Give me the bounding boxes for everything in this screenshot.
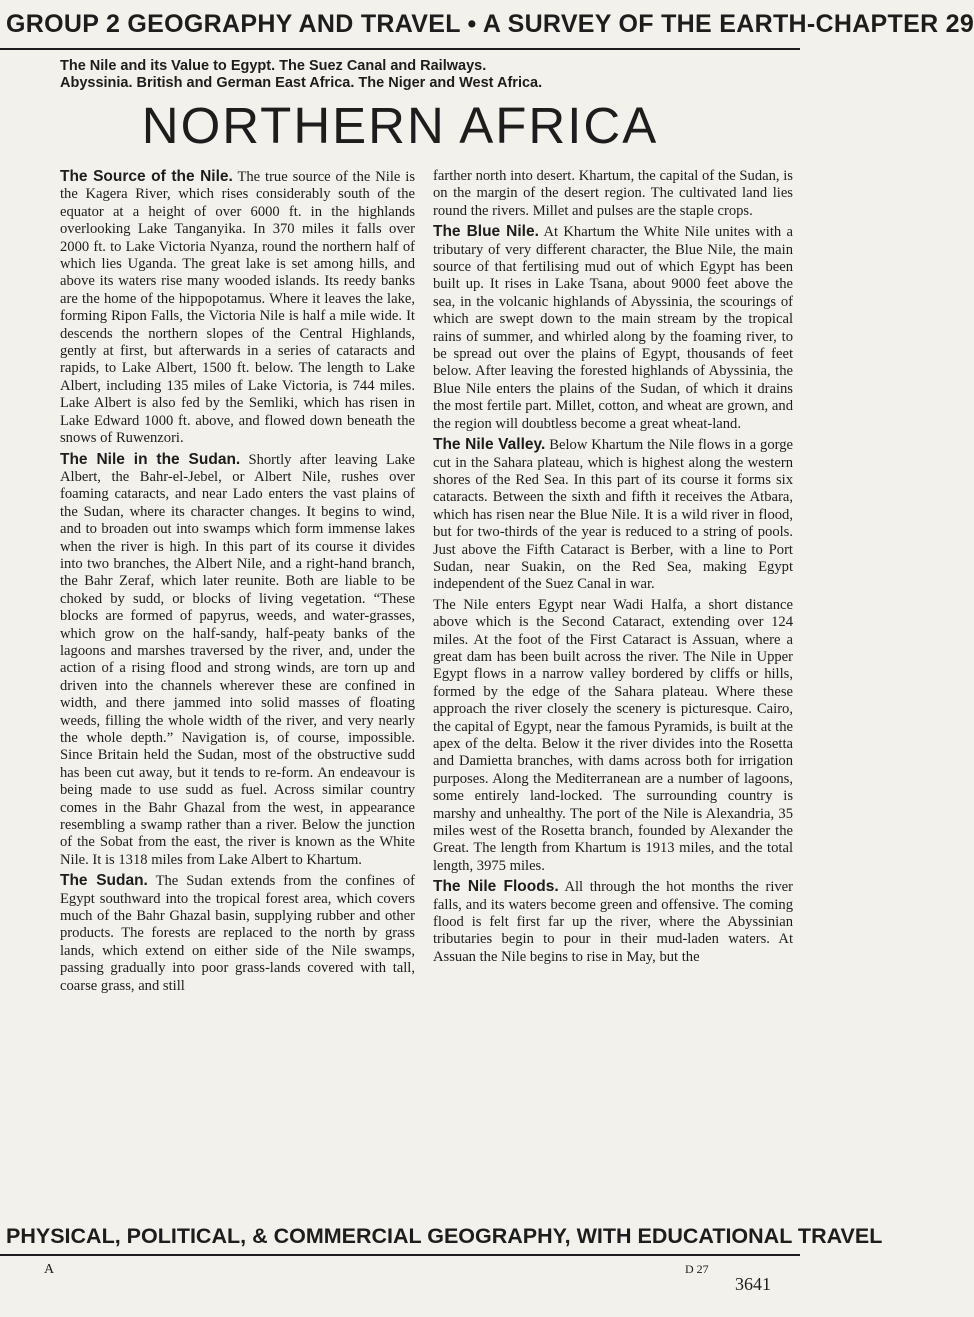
footer-rule	[0, 1254, 800, 1256]
paragraph-text: All through the hot months the river falls, and its waters become green and offensive. The coming flood is felt first far up the river, where the Abyssinian tributaries begin to pour in their mud-laden waters. At Assuan the Nile begins to rise in May, but the	[433, 879, 794, 965]
running-footer: PHYSICAL, POLITICAL, & COMMERCIAL GEOGRAPHY, WITH EDUCATIONAL TRAVEL	[6, 1224, 883, 1248]
paragraph	[60, 168, 415, 448]
section-heading: The Blue Nile.	[433, 223, 539, 241]
page-number: 3641	[735, 1274, 771, 1294]
paragraph-text: Below Khartum the Nile flows in a gorge cut in the Sahara plateau, which is highest along the western shores of the Red Sea. In this part of its course it forms six cataracts. Between the sixth and fifth it receives the Atbara, which has risen near the Blue Nile. It is a wild river in flood, but for two-thirds of the year is reduced to a string of pools. Just above the Fifth Cataract is Berber, with a line to Port Sudan, near Suakin, on the Red Sea, making Egypt independent of the Suez Canal in war.	[433, 437, 793, 593]
paragraph-text: The Sudan extends from the confines of Egypt southward into the tropical forest area, which covers much of the Bahr Ghazal basin, supplying rubber and other products. The forests are replaced to the north by grass lands, which extend on either side of the Nile swamps, passing gradually into poor grass-lands covered with tall, coarse grass, and still	[60, 873, 415, 994]
paragraph	[60, 451, 415, 870]
paragraph	[60, 872, 415, 995]
paragraph-text: The true source of the Nile is the Kagera River, which rises considerably south of the equator at a height of over 6000 ft. in the highlands overlooking Lake Tanganyika. In 370 miles it falls over 2000 ft. to Lake Victoria Nyanza, round the northern half of which lies Uganda. The great lake is set among hills, and above its waters rise many wooded islands. Its reedy banks are the home of the hippopotamus. Where it leaves the lake, forming Ripon Falls, the Victoria Nile is half a mile wide. It descends the northern slopes of the Central Highlands, gently at first, but afterwards in a series of cataracts and rapids, to Lake Albert, 1500 ft. below. The length to Lake Albert, including 135 miles of Lake Victoria, is 744 miles. Lake Albert is also fed by the Semliki, which has risen in Lake Edward 1000 ft. above, and flowed down beneath the snows of Ruwenzori.	[60, 169, 415, 447]
subtitle-line-2: Abyssinia. British and German East Africa. The Niger and West Africa.	[60, 75, 543, 91]
page-title: NORTHERN AFRICA	[141, 97, 659, 154]
sheet-signature: D 27	[685, 1262, 709, 1276]
header-rule	[0, 48, 800, 50]
paragraph	[433, 223, 793, 433]
paragraph-text: At Khartum the White Nile unites with a tributary of very different character, the Blue Nile, the main source of that fertilising mud out of which Egypt has been built up. It rises in Lake Tsana, about 9000 feet above the sea, in the volcanic highlands of Abyssinia, the scourings of which are swept down to the main stream by the tropical rains of summer, and whirled along by the foaming river, to be spread out over the plains of Egypt, thousands of feet below. After leaving the forested highlands of Abyssinia, the Blue Nile enters the plains of the Sudan, of which it drains the most fertile part. Millet, cotton, and wheat are grown, and the region will doubtless become a great wheat-land.	[433, 224, 794, 432]
chapter-subtitle	[60, 58, 760, 92]
paragraph-text: farther north into desert. Khartum, the capital of the Sudan, is on the margin of the desert region. The cultivated land lies round the rivers. Millet and pulses are the staple crops.	[433, 168, 793, 219]
right-column	[433, 168, 793, 969]
signature-mark: A	[44, 1262, 55, 1277]
left-column	[60, 168, 415, 998]
section-heading: The Nile in the Sudan.	[60, 450, 241, 468]
section-heading: The Source of the Nile.	[60, 168, 233, 185]
section-heading: The Nile Valley.	[433, 436, 546, 454]
section-heading: The Sudan.	[60, 872, 148, 890]
paragraph-text: Shortly after leaving Lake Albert, the Bahr-el-Jebel, or Albert Nile, rushes over foaming cataracts, and near Lado enters the vast plains of the Sudan, where its character changes. It begins to wind, and to broaden out into swamps which form immense lakes when the river is high. In this part of its course it divides into two branches, the Albert Nile, and a right-hand branch, the Bahr Zeraf, which later reunite. Both are liable to be choked by sudd, or blocks of living vegetation. “These blocks are formed of papyrus, weeds, and water-grasses, which grow on the half-sandy, half-peaty banks of the lagoons and marshes traversed by the river, and, under the action of a rising flood and strong winds, are torn up and driven into the channels wherever these are confined in width, and there jammed into solid masses of floating weeds, filling the whole width of the river, and very nearly the whole depth.” Navigation is, of course, impossible. Since Britain held the Sudan, most of the obstructive sudd has been cut away, but it tends to re-form. An endeavour is being made to use sudd as fuel. Across similar country comes in the Bahr Ghazal from the west, in appearance resembling a swamp rather than a river. Below the junction of the Sobat from the east, the river is known as the White Nile. It is 1318 miles from Lake Albert to Khartum.	[60, 451, 415, 868]
section-heading: The Nile Floods.	[433, 878, 559, 896]
paragraph	[433, 436, 793, 594]
subtitle-line-1: The Nile and its Value to Egypt. The Suez Canal and Railways.	[60, 58, 487, 74]
paragraph	[433, 597, 793, 876]
running-header: GROUP 2 GEOGRAPHY AND TRAVEL • A SURVEY OF THE EARTH-CHAPTER 29	[6, 10, 974, 38]
paragraph	[433, 878, 793, 966]
paragraph-text: The Nile enters Egypt near Wadi Halfa, a short distance above which is the Second Cataract, extending over 124 miles. At the foot of the First Cataract is Assuan, where a great dam has been built across the river. The Nile in Upper Egypt flows in a narrow valley bordered by cliffs or hills, formed by the edge of the Sahara plateau. Where these approach the river closely the scenery is picturesque. Cairo, the capital of Egypt, near the famous Pyramids, is built at the apex of the delta. Below it the river divides into the Rosetta and Damietta branches, with dams across both for irrigation purposes. Along the Mediterranean are a number of lagoons, some entirely land-locked. The surrounding country is marshy and unhealthy. The port of the Nile is Alexandria, 35 miles west of the Rosetta branch, founded by Alexander the Great. The length from Khartum is 1913 miles, and the total length, 3975 miles.	[433, 596, 793, 874]
paragraph	[433, 168, 793, 220]
